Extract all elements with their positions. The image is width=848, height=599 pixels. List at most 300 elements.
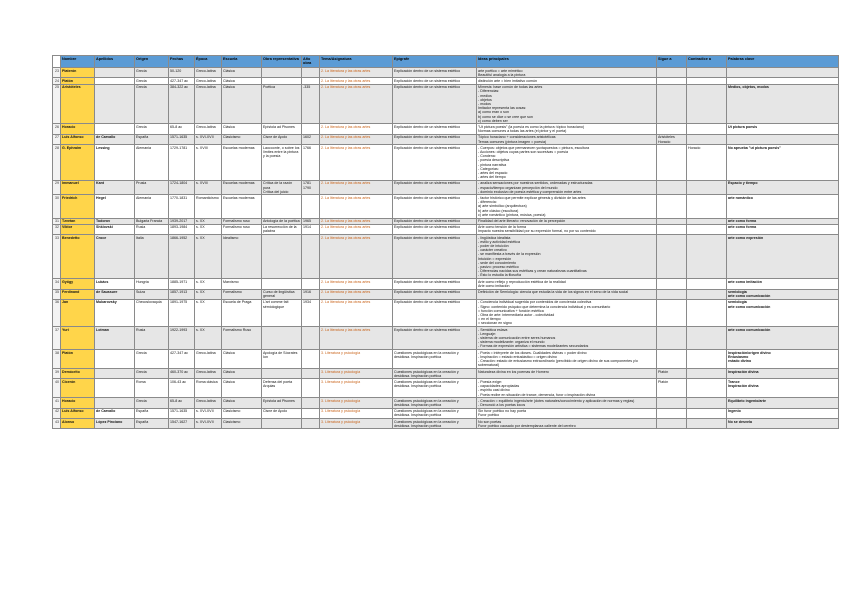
table-cell[interactable]: Grecia bbox=[135, 84, 169, 124]
table-cell[interactable] bbox=[95, 350, 135, 369]
table-cell[interactable]: Cuestiones psicológicas en la creación y desidiosa. Inspiración poética bbox=[393, 419, 477, 429]
table-cell[interactable]: - factor histórico que permite explicar génesis y división de las artes - diferencia: a) arte simbólico (arquitectura) b) arte clásico (escultura) c) arte romántico (pintura, música, poesía) bbox=[477, 195, 657, 218]
table-cell[interactable]: -335 bbox=[302, 84, 320, 124]
table-cell[interactable]: Marxismo bbox=[222, 279, 262, 289]
table-cell[interactable]: Clasicismo bbox=[222, 408, 262, 418]
table-cell[interactable]: 3. Literatura y psicología bbox=[320, 379, 393, 398]
table-cell[interactable]: Explicación dentro de un sistema estético bbox=[393, 84, 477, 124]
table-cell[interactable]: López Pinciano bbox=[95, 419, 135, 429]
table-cell[interactable]: Grecia bbox=[135, 68, 169, 78]
table-cell[interactable]: 1547-1627 bbox=[169, 419, 195, 429]
table-cell[interactable]: Friedrich bbox=[61, 195, 95, 218]
table-cell[interactable]: 1571-1635 bbox=[169, 408, 195, 418]
table-cell[interactable] bbox=[687, 180, 727, 195]
table-cell[interactable]: Clásica bbox=[222, 84, 262, 124]
table-cell[interactable]: Ferdinand bbox=[61, 289, 95, 299]
header-cell[interactable]: Contradice a bbox=[687, 56, 727, 68]
header-cell[interactable]: Ideas principales bbox=[477, 56, 657, 68]
table-cell[interactable]: Greco-latina bbox=[195, 124, 222, 134]
table-cell[interactable]: Jan bbox=[61, 299, 95, 326]
table-cell[interactable] bbox=[302, 235, 320, 279]
table-cell[interactable]: 2. La literatura y las otras artes bbox=[320, 224, 393, 234]
row-number[interactable]: 36 bbox=[53, 299, 61, 326]
header-cell[interactable]: Sigue a bbox=[657, 56, 687, 68]
table-cell[interactable]: 384-322 ac bbox=[169, 84, 195, 124]
header-cell[interactable]: Año obra bbox=[302, 56, 320, 68]
table-cell[interactable]: Clásica bbox=[222, 398, 262, 408]
table-cell[interactable] bbox=[727, 68, 839, 78]
table-cell[interactable]: 2. La literatura y las otras artes bbox=[320, 218, 393, 224]
row-number[interactable]: 25 bbox=[53, 84, 61, 124]
table-cell[interactable]: Hegel bbox=[95, 195, 135, 218]
header-cell[interactable]: Época bbox=[195, 56, 222, 68]
table-cell[interactable]: Tzvetan bbox=[61, 218, 95, 224]
table-cell[interactable]: Cicerón bbox=[61, 379, 95, 398]
table-cell[interactable]: 1885-1971 bbox=[169, 279, 195, 289]
table-cell[interactable]: Explicación dentro de un sistema estético bbox=[393, 235, 477, 279]
table-cell[interactable]: 427-347 ac bbox=[169, 350, 195, 369]
table-cell[interactable]: 1891-1975 bbox=[169, 299, 195, 326]
table-cell[interactable]: Greco-latina bbox=[195, 398, 222, 408]
table-cell[interactable]: Alemania bbox=[135, 195, 169, 218]
table-cell[interactable] bbox=[687, 379, 727, 398]
table-cell[interactable]: arte como forma bbox=[727, 224, 839, 234]
table-cell[interactable]: - lingüística idealista - estilo y actividad estética - poder de intuición - carácter creativo - se manifiesta a través de la expresión Intuición = expresión - sede del conocimiento - pasivo: proceso estético - Diferencias nacidas sus estéticas y crean naturalezas cuantitativas - Ésto lo estudia la filosofía bbox=[477, 235, 657, 279]
row-number[interactable]: 30 bbox=[53, 195, 61, 218]
table-cell[interactable]: 1939-2017 bbox=[169, 218, 195, 224]
table-cell[interactable]: s. XX bbox=[195, 218, 222, 224]
row-number[interactable]: 28 bbox=[53, 145, 61, 181]
table-cell[interactable]: semiología arte como comunicación bbox=[727, 299, 839, 326]
table-cell[interactable]: Platón bbox=[61, 350, 95, 369]
table-cell[interactable]: Trance Inspiración divina bbox=[727, 379, 839, 398]
table-cell[interactable]: Todorov bbox=[95, 218, 135, 224]
table-cell[interactable] bbox=[687, 350, 727, 369]
table-cell[interactable]: 2. La literatura y las otras artes bbox=[320, 235, 393, 279]
table-cell[interactable]: Inspiración/origen divino Entusiasmo estado divino bbox=[727, 350, 839, 369]
table-cell[interactable]: s. XVI-XVII bbox=[195, 134, 222, 144]
table-cell[interactable]: Escuelas modernas bbox=[222, 145, 262, 181]
table-cell[interactable]: No se desvela bbox=[727, 419, 839, 429]
table-cell[interactable] bbox=[95, 124, 135, 134]
table-cell[interactable]: Roma bbox=[135, 379, 169, 398]
table-cell[interactable]: Definición de Semiología: ciencia que estudia la vida de los signos en el seno de la vida social bbox=[477, 289, 657, 299]
table-cell[interactable]: Explicación dentro de un sistema estético bbox=[393, 299, 477, 326]
table-cell[interactable]: 2. La literatura y las otras artes bbox=[320, 195, 393, 218]
row-number[interactable]: 27 bbox=[53, 134, 61, 144]
table-cell[interactable]: Explicación dentro de un sistema estético bbox=[393, 218, 477, 224]
row-number[interactable]: 24 bbox=[53, 78, 61, 84]
table-cell[interactable]: 1571-1635 bbox=[169, 134, 195, 144]
table-cell[interactable]: Lessing bbox=[95, 145, 135, 181]
table-cell[interactable]: 2. La literatura y las otras artes bbox=[320, 180, 393, 195]
table-cell[interactable]: Tópico horaciano + consideraciones aristotélicas Temas comunes (pintura imagen = poesía) bbox=[477, 134, 657, 144]
table-cell[interactable]: Equilibrio ingenio/arte bbox=[727, 398, 839, 408]
table-cell[interactable]: distinción arte = bien imitativo común bbox=[477, 78, 657, 84]
table-cell[interactable]: Espacio y tiempo bbox=[727, 180, 839, 195]
header-cell[interactable]: Escuela bbox=[222, 56, 262, 68]
table-cell[interactable]: Lotman bbox=[95, 327, 135, 350]
table-cell[interactable]: No aprueba "ut pictura poesis" bbox=[727, 145, 839, 181]
table-cell[interactable]: Cisne de Apolo bbox=[262, 408, 302, 418]
table-cell[interactable] bbox=[657, 145, 687, 181]
table-cell[interactable]: Rusia bbox=[135, 224, 169, 234]
table-cell[interactable]: arte como comunicación bbox=[727, 327, 839, 350]
table-cell[interactable]: Escuelas modernas bbox=[222, 195, 262, 218]
table-cell[interactable]: Platón bbox=[657, 369, 687, 379]
table-cell[interactable]: Formalismo ruso bbox=[222, 224, 262, 234]
table-cell[interactable]: 2. La literatura y las otras artes bbox=[320, 78, 393, 84]
table-cell[interactable]: Roma clásica bbox=[195, 379, 222, 398]
table-cell[interactable]: Clásica bbox=[222, 124, 262, 134]
table-cell[interactable]: 1914 bbox=[302, 224, 320, 234]
table-cell[interactable]: Clásica bbox=[222, 68, 262, 78]
table-cell[interactable]: Lukács bbox=[95, 279, 135, 289]
table-cell[interactable]: Cuestiones psicológicas en la creación y desidiosa. Inspiración poética bbox=[393, 350, 477, 369]
table-cell[interactable] bbox=[302, 279, 320, 289]
table-cell[interactable]: Explicación dentro de un sistema estético bbox=[393, 195, 477, 218]
table-cell[interactable]: España bbox=[135, 419, 169, 429]
table-cell[interactable]: Escuela de Praga bbox=[222, 299, 262, 326]
table-cell[interactable]: Clásica bbox=[222, 369, 262, 379]
row-number[interactable]: 23 bbox=[53, 68, 61, 78]
table-cell[interactable]: Formalismo bbox=[222, 289, 262, 299]
table-cell[interactable]: 2. La literatura y las otras artes bbox=[320, 279, 393, 289]
row-number[interactable]: 33 bbox=[53, 235, 61, 279]
table-cell[interactable]: Cisne de Apolo bbox=[262, 134, 302, 144]
table-cell[interactable]: Epístola ad Pisones bbox=[262, 124, 302, 134]
table-cell[interactable]: s. XX bbox=[195, 327, 222, 350]
table-cell[interactable]: s. XX bbox=[195, 235, 222, 279]
header-cell[interactable]: Origen bbox=[135, 56, 169, 68]
table-cell[interactable]: España bbox=[135, 134, 169, 144]
table-cell[interactable] bbox=[95, 84, 135, 124]
table-cell[interactable]: Platón bbox=[657, 379, 687, 398]
header-cell[interactable]: Obra representativa bbox=[262, 56, 302, 68]
table-cell[interactable]: Arte como tensión de la forma Impacto nuestra sensibilidad por su expresión formal, no por su contenido bbox=[477, 224, 657, 234]
table-cell[interactable]: 3. Literatura y psicología bbox=[320, 419, 393, 429]
table-cell[interactable] bbox=[687, 369, 727, 379]
table-cell[interactable]: Sin furor poético no hay poeta Furor poético bbox=[477, 408, 657, 418]
table-cell[interactable]: Horacio bbox=[687, 145, 727, 181]
table-cell[interactable]: arte como imitación bbox=[727, 279, 839, 289]
table-cell[interactable] bbox=[262, 327, 302, 350]
table-cell[interactable]: 1934 bbox=[302, 299, 320, 326]
header-cell[interactable]: Epígrafe bbox=[393, 56, 477, 68]
header-cell[interactable]: Fechas bbox=[169, 56, 195, 68]
table-cell[interactable]: L'art comme fait sémiologique bbox=[262, 299, 302, 326]
table-cell[interactable]: 2. La literatura y las otras artes bbox=[320, 327, 393, 350]
table-cell[interactable] bbox=[657, 350, 687, 369]
table-cell[interactable] bbox=[687, 299, 727, 326]
table-cell[interactable]: Platón bbox=[61, 78, 95, 84]
table-cell[interactable]: - Conciencia individual sugerida por contenidos de conciencia colectiva - Signo: contenido psíquico que determina la conciencia individual y es comunitario = función comunicativa + función estética - Obra de arte: intermediaria autor - colectividad = en el tiempo = seccionan en signo bbox=[477, 299, 657, 326]
table-cell[interactable] bbox=[687, 327, 727, 350]
table-cell[interactable]: G. Ephraim bbox=[61, 145, 95, 181]
table-cell[interactable]: Aristóteles bbox=[61, 84, 95, 124]
table-cell[interactable]: s. XVI-XVII bbox=[195, 419, 222, 429]
table-cell[interactable] bbox=[302, 419, 320, 429]
table-cell[interactable]: 1916 bbox=[302, 289, 320, 299]
table-cell[interactable]: Yuri bbox=[61, 327, 95, 350]
table-cell[interactable]: España bbox=[135, 408, 169, 418]
table-cell[interactable]: Shklovski bbox=[95, 224, 135, 234]
table-cell[interactable] bbox=[262, 369, 302, 379]
table-cell[interactable]: Alonso bbox=[61, 419, 95, 429]
table-cell[interactable]: 2. La literatura y las otras artes bbox=[320, 124, 393, 134]
table-cell[interactable] bbox=[687, 84, 727, 124]
table-cell[interactable]: Greco-latina bbox=[195, 78, 222, 84]
table-cell[interactable]: 3. Literatura y psicología bbox=[320, 369, 393, 379]
table-cell[interactable]: Luis Alfonso bbox=[61, 134, 95, 144]
header-cell[interactable]: Tema/Asignatura bbox=[320, 56, 393, 68]
table-cell[interactable]: 1893-1984 bbox=[169, 224, 195, 234]
table-cell[interactable] bbox=[302, 350, 320, 369]
row-number[interactable]: 41 bbox=[53, 398, 61, 408]
table-cell[interactable]: de Carvallo bbox=[95, 134, 135, 144]
table-cell[interactable] bbox=[687, 224, 727, 234]
row-number[interactable]: 39 bbox=[53, 369, 61, 379]
table-cell[interactable] bbox=[302, 369, 320, 379]
table-cell[interactable]: arte poético = arte mimético Beautiful analogia a la pintura bbox=[477, 68, 657, 78]
row-number[interactable]: 31 bbox=[53, 218, 61, 224]
table-cell[interactable]: s. XX bbox=[195, 279, 222, 289]
table-cell[interactable]: Idealismo bbox=[222, 235, 262, 279]
table-cell[interactable]: Formalismo Ruso bbox=[222, 327, 262, 350]
table-cell[interactable] bbox=[95, 398, 135, 408]
table-cell[interactable]: Grecia bbox=[135, 350, 169, 369]
table-cell[interactable]: - Poeta = intérprete de los dioses. Cualidades divinas = poder divino - Inspiración = estado entusiástico = origen divino - Creación: estado de entusiasmo extraordinario (percibido de origen divino de sus componentes y/o sobrenatural) bbox=[477, 350, 657, 369]
table-cell[interactable]: Explicación dentro de un sistema estético bbox=[393, 124, 477, 134]
table-cell[interactable]: Naturaleza divina en los poemas de Homero bbox=[477, 369, 657, 379]
table-cell[interactable] bbox=[687, 235, 727, 279]
table-cell[interactable]: Escuelas modernas bbox=[222, 180, 262, 195]
table-cell[interactable]: Demócrito bbox=[61, 369, 95, 379]
table-cell[interactable]: Formalismo ruso bbox=[222, 218, 262, 224]
header-cell[interactable]: Palabras clave bbox=[727, 56, 839, 68]
row-number[interactable]: 43 bbox=[53, 419, 61, 429]
row-number[interactable]: 34 bbox=[53, 279, 61, 289]
table-cell[interactable]: 3. Literatura y psicología bbox=[320, 408, 393, 418]
table-cell[interactable]: arte como forma bbox=[727, 218, 839, 224]
table-cell[interactable] bbox=[727, 134, 839, 144]
table-cell[interactable]: Hungría bbox=[135, 279, 169, 289]
table-cell[interactable]: Greco-latina bbox=[195, 68, 222, 78]
table-cell[interactable]: Cuestiones psicológicas en la creación y desidiosa. Inspiración poética bbox=[393, 379, 477, 398]
table-cell[interactable]: Cuestiones psicológicas en la creación y desidiosa. Inspiración poética bbox=[393, 398, 477, 408]
table-cell[interactable]: de Saussure bbox=[95, 289, 135, 299]
table-cell[interactable] bbox=[302, 327, 320, 350]
table-cell[interactable]: Clasicismo bbox=[222, 419, 262, 429]
table-cell[interactable] bbox=[95, 369, 135, 379]
table-cell[interactable] bbox=[687, 195, 727, 218]
table-cell[interactable]: Clásica bbox=[222, 350, 262, 369]
table-cell[interactable]: 1866-1952 bbox=[169, 235, 195, 279]
table-cell[interactable] bbox=[657, 327, 687, 350]
table-cell[interactable]: Explicación dentro de un sistema estético bbox=[393, 289, 477, 299]
table-cell[interactable]: Ut pictura poesis bbox=[727, 124, 839, 134]
table-cell[interactable]: Aristóteles Horacio bbox=[657, 134, 687, 144]
table-cell[interactable]: 3. Literatura y psicología bbox=[320, 398, 393, 408]
table-cell[interactable]: Apología de Sócrates Ion bbox=[262, 350, 302, 369]
table-cell[interactable]: Checoslovaquia bbox=[135, 299, 169, 326]
table-cell[interactable] bbox=[302, 379, 320, 398]
table-cell[interactable] bbox=[687, 398, 727, 408]
table-cell[interactable]: 1857-1913 bbox=[169, 289, 195, 299]
table-cell[interactable] bbox=[657, 279, 687, 289]
table-cell[interactable]: Grecia bbox=[135, 78, 169, 84]
header-cell[interactable]: Nombre bbox=[61, 56, 95, 68]
table-cell[interactable]: 2. La literatura y las otras artes bbox=[320, 299, 393, 326]
table-cell[interactable]: Mímesis: base común de todas las artes - Diferencias: - medios - objetos - modos Imitador representa las cosas: a) como eran o son b) como se dice o se cree que son c) como deben ser bbox=[477, 84, 657, 124]
table-cell[interactable]: Explicación dentro de un sistema estético bbox=[393, 279, 477, 289]
table-cell[interactable]: Clásica bbox=[222, 379, 262, 398]
table-cell[interactable]: 2. La literatura y las otras artes bbox=[320, 84, 393, 124]
header-cell[interactable]: Apellidos bbox=[95, 56, 135, 68]
table-cell[interactable]: 2. La literatura y las otras artes bbox=[320, 134, 393, 144]
table-cell[interactable]: Poética bbox=[262, 84, 302, 124]
table-cell[interactable]: Antología de la poética bbox=[263, 219, 300, 223]
table-cell[interactable] bbox=[657, 124, 687, 134]
table-cell[interactable] bbox=[687, 124, 727, 134]
table-cell[interactable]: Crítica de la razón pura Crítica del juicio bbox=[262, 180, 302, 195]
table-cell[interactable]: Bulgaria Francia bbox=[135, 218, 169, 224]
table-cell[interactable] bbox=[262, 68, 302, 78]
table-cell[interactable]: Laocoonte, o sobre los límites entre la pintura y la poesía bbox=[262, 145, 302, 181]
table-cell[interactable] bbox=[687, 419, 727, 429]
table-cell[interactable]: s. XVIII bbox=[195, 145, 222, 181]
table-cell[interactable]: Prusia bbox=[135, 180, 169, 195]
table-cell[interactable] bbox=[95, 379, 135, 398]
table-cell[interactable]: No son poetas Furor poético causado por destemplanza caliente del cerebro bbox=[477, 419, 657, 429]
table-cell[interactable]: 2. La literatura y las otras artes bbox=[320, 68, 393, 78]
row-number[interactable]: 35 bbox=[53, 289, 61, 299]
table-cell[interactable]: Arte como reflejo y reproducción estética de la realidad Arte como imitación bbox=[477, 279, 657, 289]
table-cell[interactable] bbox=[95, 68, 135, 78]
table-cell[interactable]: Clásica bbox=[222, 78, 262, 84]
table-cell[interactable]: Grecia bbox=[135, 124, 169, 134]
table-cell[interactable]: Curso de lingüística general bbox=[262, 289, 302, 299]
row-number[interactable]: 32 bbox=[53, 224, 61, 234]
table-cell[interactable] bbox=[657, 224, 687, 234]
table-cell[interactable]: Grecia bbox=[135, 398, 169, 408]
table-cell[interactable] bbox=[657, 289, 687, 299]
table-cell[interactable] bbox=[687, 289, 727, 299]
table-cell[interactable]: Horacio bbox=[61, 124, 95, 134]
table-cell[interactable]: Alemania bbox=[135, 145, 169, 181]
table-cell[interactable]: 65-8 ac bbox=[169, 398, 195, 408]
table-cell[interactable]: Cuestiones psicológicas en la creación y desidiosa. Inspiración poética bbox=[393, 369, 477, 379]
table-cell[interactable] bbox=[262, 235, 302, 279]
table-cell[interactable]: Immanuel bbox=[61, 180, 95, 195]
table-cell[interactable]: s. XVIII bbox=[195, 180, 222, 195]
table-cell[interactable] bbox=[302, 408, 320, 418]
table-cell[interactable]: Víktor bbox=[61, 224, 95, 234]
table-cell[interactable]: arte romántico bbox=[727, 195, 839, 218]
row-number[interactable]: 29 bbox=[53, 180, 61, 195]
table-cell[interactable]: Romanticismo bbox=[195, 195, 222, 218]
table-cell[interactable]: s. XVI-XVII bbox=[195, 408, 222, 418]
table-cell[interactable]: Medios, objetos, modos bbox=[727, 84, 839, 124]
table-cell[interactable] bbox=[687, 68, 727, 78]
table-cell[interactable]: Explicación dentro de un sistema estético bbox=[393, 78, 477, 84]
table-cell[interactable]: Horacio bbox=[61, 398, 95, 408]
table-cell[interactable]: 1770-1831 bbox=[169, 195, 195, 218]
table-cell[interactable]: Greco-latina bbox=[195, 369, 222, 379]
table-cell[interactable]: 1965 bbox=[302, 218, 320, 224]
table-cell[interactable] bbox=[302, 124, 320, 134]
table-cell[interactable]: Explicación dentro de un sistema estético bbox=[393, 327, 477, 350]
table-cell[interactable]: 50-120 bbox=[169, 68, 195, 78]
table-cell[interactable]: "Ut pictura poesis" (la poesía es como la pintura: tópico horaciano) Normas comunes a todas las artes (el pintor y el poeta) bbox=[477, 124, 657, 134]
table-cell[interactable]: 2. La literatura y las otras artes bbox=[320, 289, 393, 299]
table-cell[interactable]: Finalidad del arte literario: renovación de la percepción bbox=[477, 218, 657, 224]
table-cell[interactable]: Greco-latina bbox=[195, 84, 222, 124]
table-cell[interactable]: s. XX bbox=[195, 289, 222, 299]
table-cell[interactable]: Explicación dentro de un sistema estético bbox=[393, 224, 477, 234]
table-cell[interactable]: Cuestiones psicológicas en la creación y desidiosa. Inspiración poética bbox=[393, 408, 477, 418]
table-cell[interactable]: 1766 bbox=[302, 145, 320, 181]
table-cell[interactable] bbox=[657, 68, 687, 78]
table-cell[interactable]: - analiza sensaciones por nuestros sentidos, ordenadas y estructuradas - espacio/tiempo organizan percepción del mundo - dominio exclusivo de poesía estética y comprensión entre artes bbox=[477, 180, 657, 195]
table-cell[interactable]: Ingenio bbox=[727, 408, 839, 418]
table-cell[interactable]: arte como expresión bbox=[727, 235, 839, 279]
table-cell[interactable] bbox=[687, 408, 727, 418]
table-cell[interactable] bbox=[657, 235, 687, 279]
table-cell[interactable] bbox=[657, 195, 687, 218]
table-cell[interactable]: Italia bbox=[135, 235, 169, 279]
table-cell[interactable] bbox=[262, 419, 302, 429]
row-number[interactable]: 40 bbox=[53, 379, 61, 398]
table-cell[interactable]: - Semiótica eslava - Lenguaje: - sistema de comunicación entre seres humanos - sistema modelizante: organiza el mundo - Formas de expresión artística = sistemas modelizantes secundarios bbox=[477, 327, 657, 350]
table-cell[interactable] bbox=[302, 195, 320, 218]
table-cell[interactable]: Clasicismo bbox=[222, 134, 262, 144]
table-cell[interactable]: Suiza bbox=[135, 289, 169, 299]
table-cell[interactable]: Explicación dentro de un sistema estético bbox=[393, 145, 477, 181]
table-cell[interactable]: 3. Literatura y psicología bbox=[320, 350, 393, 369]
table-cell[interactable]: semiología arte como comunicación bbox=[727, 289, 839, 299]
table-cell[interactable] bbox=[657, 180, 687, 195]
table-cell[interactable] bbox=[657, 299, 687, 326]
table-cell[interactable]: 1729-1781 bbox=[169, 145, 195, 181]
row-number[interactable]: 26 bbox=[53, 124, 61, 134]
table-cell[interactable] bbox=[657, 419, 687, 429]
table-cell[interactable]: Explicación dentro de un sistema estético bbox=[393, 180, 477, 195]
table-cell[interactable]: 1602 bbox=[302, 134, 320, 144]
table-cell[interactable] bbox=[302, 68, 320, 78]
table-cell[interactable] bbox=[687, 134, 727, 144]
table-cell[interactable]: Kant bbox=[95, 180, 135, 195]
table-cell[interactable]: Luis Alfonso bbox=[61, 408, 95, 418]
table-cell[interactable] bbox=[657, 398, 687, 408]
table-cell[interactable]: 427-347 ac bbox=[169, 78, 195, 84]
row-number[interactable]: 38 bbox=[53, 350, 61, 369]
table-cell[interactable]: Gyögy bbox=[61, 279, 95, 289]
table-cell[interactable]: de Carvallo bbox=[95, 408, 135, 418]
table-cell[interactable]: 106-43 ac bbox=[169, 379, 195, 398]
table-cell[interactable]: Greco-latina bbox=[195, 350, 222, 369]
row-number[interactable]: 37 bbox=[53, 327, 61, 350]
table-cell[interactable]: 65-8 ac bbox=[169, 124, 195, 134]
table-cell[interactable]: 460-370 ac bbox=[169, 369, 195, 379]
table-cell[interactable]: s. XX bbox=[195, 299, 222, 326]
table-cell[interactable]: Inspiración divina bbox=[727, 369, 839, 379]
table-cell[interactable]: Croce bbox=[95, 235, 135, 279]
table-cell[interactable]: - Poesía exige: - capacidades apropiadas - espíritu casi divino - Poeta recibe en situación de trance, demencia, furor o inspiración divina bbox=[477, 379, 657, 398]
table-cell[interactable]: 1781 1790 bbox=[302, 180, 320, 195]
table-cell[interactable]: Epístola ad Pisones bbox=[262, 398, 302, 408]
table-cell[interactable] bbox=[262, 279, 302, 289]
